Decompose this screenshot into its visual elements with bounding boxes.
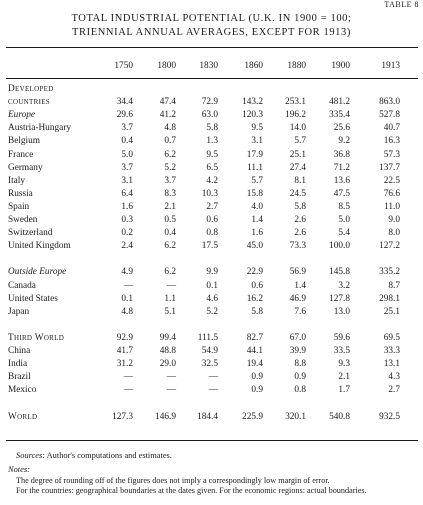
table-cell: 76.6 <box>383 188 400 199</box>
table-cell: 99.4 <box>159 332 176 343</box>
table-cell: 0.4 <box>121 136 133 147</box>
table-cell: 69.5 <box>383 332 400 343</box>
row-label: India <box>8 359 28 370</box>
row-label: Canada <box>8 280 36 291</box>
table-row <box>0 306 423 318</box>
row-label: United Kingdom <box>8 241 71 252</box>
table-cell: 45.0 <box>246 241 263 252</box>
sources-text: Author's computations and estimates. <box>45 451 172 460</box>
table-row <box>0 162 423 174</box>
table-cell: 1.1 <box>164 293 176 304</box>
table-cell: 39.9 <box>289 346 306 356</box>
table-cell: 5.2 <box>206 306 218 317</box>
table-row <box>0 332 423 344</box>
table-cell: — <box>208 385 218 396</box>
table-cell: 3.1 <box>251 136 263 147</box>
table-cell: 46.9 <box>289 293 306 304</box>
table-cell: 5.4 <box>338 228 350 239</box>
table-cell: 0.6 <box>206 215 218 225</box>
row-label: Japan <box>8 306 30 317</box>
table-cell: 320.1 <box>285 411 306 422</box>
table-cell: 0.4 <box>164 228 176 239</box>
table-cell: 4.8 <box>164 123 176 134</box>
table-cell: 9.5 <box>251 123 263 134</box>
table-cell: 3.1 <box>121 175 133 186</box>
table-cell: 127.2 <box>379 241 400 252</box>
table-cell: 33.5 <box>333 346 350 356</box>
table-cell: 27.4 <box>289 162 306 173</box>
table-cell: 6.2 <box>164 149 176 160</box>
table-cell: 8.1 <box>294 175 306 186</box>
table-cell: 16.3 <box>383 136 400 147</box>
table-cell: 8.7 <box>388 280 400 291</box>
table-row <box>0 358 423 370</box>
table-cell: 0.8 <box>206 228 218 239</box>
table-cell: 143.2 <box>242 97 263 108</box>
table-cell: 92.9 <box>116 332 133 343</box>
row-label: France <box>8 149 34 160</box>
table-row <box>0 397 423 409</box>
table-row <box>0 83 423 95</box>
table-row <box>0 280 423 292</box>
table-cell: 5.7 <box>294 136 306 147</box>
table-cell: 3.2 <box>338 280 350 291</box>
table-cell: 19.4 <box>246 359 263 370</box>
row-label: Brazil <box>8 372 31 383</box>
table-row <box>0 293 423 305</box>
table-cell: 5.0 <box>121 149 133 160</box>
table-cell: 5.2 <box>164 162 176 173</box>
table-cell: 127.8 <box>329 293 350 304</box>
table-cell: 120.3 <box>242 110 263 121</box>
table-cell: 29.6 <box>116 110 133 121</box>
table-cell: 8.8 <box>294 359 306 370</box>
table-cell: 0.9 <box>294 372 306 383</box>
table-cell: 0.9 <box>251 372 263 383</box>
column-header-1900: 1900 <box>331 61 350 71</box>
table-cell: 0.1 <box>206 280 218 291</box>
note-boundaries: For the countries: geographical boundaries at the dates given. For the economic regions: actual boundaries. <box>16 486 367 495</box>
table-cell: 3.7 <box>121 162 133 173</box>
table-row <box>0 384 423 396</box>
table-cell: 145.8 <box>329 267 350 278</box>
table-row <box>0 175 423 187</box>
table-cell: 2.4 <box>121 241 133 252</box>
sources-line <box>16 451 172 460</box>
row-label: World <box>8 411 38 422</box>
table-row <box>0 319 423 331</box>
table-cell: 1.6 <box>121 201 133 212</box>
table-cell: 0.9 <box>251 385 263 396</box>
table-cell: 5.8 <box>294 201 306 212</box>
table-cell: 146.9 <box>155 411 176 422</box>
column-header-1913: 1913 <box>381 61 400 71</box>
table-cell: 4.9 <box>121 267 133 278</box>
table-cell: 335.2 <box>379 267 400 278</box>
table-title-line1: TOTAL INDUSTRIAL POTENTIAL (U.K. IN 1900 = 100; <box>71 13 352 24</box>
table-number: TABLE 8 <box>384 0 419 9</box>
table-cell: 3.7 <box>164 175 176 186</box>
table-row <box>0 96 423 108</box>
top-rule <box>6 47 418 48</box>
table-cell: 47.4 <box>159 97 176 108</box>
table-cell: — <box>123 385 133 396</box>
table-cell: 9.5 <box>206 149 218 160</box>
table-cell: 2.1 <box>164 201 176 212</box>
table-cell: 6.4 <box>121 188 133 199</box>
table-row <box>0 345 423 357</box>
table-cell: 54.9 <box>201 346 218 356</box>
table-cell: 41.7 <box>116 346 133 356</box>
table-cell: 29.0 <box>159 359 176 370</box>
table-cell: 184.4 <box>197 411 218 422</box>
table-cell: 31.2 <box>116 359 133 370</box>
column-header-1880: 1880 <box>287 61 306 71</box>
table-cell: 2.1 <box>338 372 350 383</box>
table-title-line2: TRIENNIAL ANNUAL AVERAGES, EXCEPT FOR 1913) <box>72 27 351 38</box>
row-label: Spain <box>8 201 30 212</box>
row-label: countries <box>8 97 50 108</box>
table-cell: 34.4 <box>116 97 133 108</box>
table-cell: 72.9 <box>201 97 218 108</box>
table-cell: 4.3 <box>388 372 400 383</box>
table-cell: 0.5 <box>164 215 176 225</box>
table-cell: 17.5 <box>201 241 218 252</box>
table-cell: 73.3 <box>289 241 306 252</box>
table-cell: 127.3 <box>112 411 133 422</box>
table-cell: 9.3 <box>338 359 350 370</box>
table-cell: 59.6 <box>333 332 350 343</box>
table-cell: 137.7 <box>379 162 400 173</box>
table-cell: 196.2 <box>285 110 306 121</box>
table-cell: 67.0 <box>289 332 306 343</box>
row-label: Russia <box>8 188 33 199</box>
row-label: Switzerland <box>8 228 53 239</box>
table-cell: — <box>166 280 176 291</box>
column-header-1860: 1860 <box>244 61 263 71</box>
table-cell: 335.4 <box>329 110 350 121</box>
table-cell: 4.0 <box>251 201 263 212</box>
table-cell: 0.6 <box>251 280 263 291</box>
table-row <box>0 135 423 147</box>
table-cell: 56.9 <box>289 267 306 278</box>
table-row <box>0 411 423 423</box>
table-cell: 5.1 <box>164 306 176 317</box>
row-label: Sweden <box>8 215 38 225</box>
table-cell: 0.2 <box>121 228 133 239</box>
table-cell: 2.7 <box>388 385 400 396</box>
table-cell: 11.1 <box>247 162 263 173</box>
table-cell: 2.6 <box>294 215 306 225</box>
column-header-1800: 1800 <box>157 61 176 71</box>
table-cell: 2.7 <box>206 201 218 212</box>
table-cell: 82.7 <box>246 332 263 343</box>
table-row <box>0 122 423 134</box>
table-cell: 41.2 <box>159 110 176 121</box>
header-rule <box>6 78 418 79</box>
table-row <box>0 371 423 383</box>
table-cell: 47.5 <box>333 188 350 199</box>
table-cell: 0.8 <box>294 385 306 396</box>
table-cell: 111.5 <box>197 332 218 343</box>
table-cell: 25.1 <box>289 149 306 160</box>
table-row <box>0 188 423 200</box>
table-cell: — <box>166 372 176 383</box>
table-cell: 71.2 <box>333 162 350 173</box>
table-cell: 253.1 <box>285 97 306 108</box>
table-cell: — <box>123 372 133 383</box>
table-cell: 6.2 <box>164 267 176 278</box>
table-cell: 40.7 <box>383 123 400 134</box>
table-cell: 527.8 <box>379 110 400 121</box>
row-label: Outside Europe <box>8 267 67 278</box>
table-cell: 481.2 <box>329 97 350 108</box>
table-cell: 8.0 <box>388 228 400 239</box>
table-cell: 1.3 <box>206 136 218 147</box>
table-cell: 863.0 <box>379 97 400 108</box>
table-row <box>0 253 423 265</box>
table-cell: — <box>208 372 218 383</box>
table-cell: 25.6 <box>333 123 350 134</box>
table-row <box>0 201 423 213</box>
table-cell: — <box>166 385 176 396</box>
table-cell: 932.5 <box>379 411 400 422</box>
table-row <box>0 109 423 121</box>
table-cell: 33.3 <box>383 346 400 356</box>
table-cell: 13.6 <box>333 175 350 186</box>
column-header-1750: 1750 <box>114 61 133 71</box>
table-cell: 1.4 <box>251 215 263 225</box>
table-cell: 5.7 <box>251 175 263 186</box>
table-row <box>0 149 423 161</box>
table-cell: 13.1 <box>383 359 400 370</box>
row-label: Belgium <box>8 136 41 147</box>
table-cell: 540.8 <box>329 411 350 422</box>
table-cell: 2.6 <box>294 228 306 239</box>
table-cell: 8.5 <box>338 201 350 212</box>
table-cell: 5.8 <box>206 123 218 134</box>
column-header-1830: 1830 <box>199 61 218 71</box>
table-cell: 9.2 <box>338 136 350 147</box>
row-label: Third World <box>8 332 65 343</box>
table-cell: 17.9 <box>246 149 263 160</box>
table-cell: 22.5 <box>383 175 400 186</box>
table-cell: 63.0 <box>201 110 218 121</box>
table-cell: 5.8 <box>251 306 263 317</box>
table-cell: 4.8 <box>121 306 133 317</box>
row-label: Developed <box>8 84 54 94</box>
table-cell: 6.2 <box>164 241 176 252</box>
row-label: Mexico <box>8 385 37 396</box>
table-cell: 4.2 <box>206 175 218 186</box>
row-label: Italy <box>8 175 26 186</box>
table-cell: — <box>123 280 133 291</box>
note-rounding: The degree of rounding off of the figures does not imply a correspondingly low margin of error. <box>16 476 330 485</box>
table-cell: 57.3 <box>383 149 400 160</box>
table-cell: 4.6 <box>206 293 218 304</box>
table-cell: 32.5 <box>201 359 218 370</box>
table-cell: 5.0 <box>338 215 350 225</box>
table-row <box>0 266 423 278</box>
table-row <box>0 227 423 239</box>
table-cell: 15.8 <box>246 188 263 199</box>
table-cell: 44.1 <box>246 346 263 356</box>
bottom-rule <box>6 440 418 441</box>
table-cell: 9.9 <box>206 267 218 278</box>
notes-label: Notes: <box>8 465 30 474</box>
table-cell: 0.7 <box>164 136 176 147</box>
table-cell: 298.1 <box>379 293 400 304</box>
row-label: Austria-Hungary <box>8 123 71 134</box>
table-cell: 6.5 <box>206 162 218 173</box>
sources-label: Sources: <box>16 451 45 460</box>
table-cell: 9.0 <box>388 215 400 225</box>
table-cell: 16.2 <box>246 293 263 304</box>
row-label: Europe <box>8 110 36 121</box>
table-cell: 1.7 <box>338 385 350 396</box>
table-row <box>0 240 423 252</box>
table-cell: 100.0 <box>329 241 350 252</box>
table-cell: 8.3 <box>164 188 176 199</box>
table-cell: 14.0 <box>289 123 306 134</box>
table-cell: 1.4 <box>294 280 306 291</box>
table-cell: 48.8 <box>159 346 176 356</box>
table-row <box>0 214 423 226</box>
table-cell: 36.8 <box>333 149 350 160</box>
table-cell: 25.1 <box>383 306 400 317</box>
table-cell: 225.9 <box>242 411 263 422</box>
row-label: Germany <box>8 162 43 173</box>
table-cell: 0.1 <box>121 293 133 304</box>
row-label: China <box>8 346 31 356</box>
table-cell: 24.5 <box>289 188 306 199</box>
table-cell: 3.7 <box>121 123 133 134</box>
table-cell: 0.3 <box>121 215 133 225</box>
table-cell: 13.0 <box>333 306 350 317</box>
table-cell: 1.6 <box>251 228 263 239</box>
table-cell: 7.6 <box>294 306 306 317</box>
row-label: United States <box>8 293 58 304</box>
table-cell: 10.3 <box>201 188 218 199</box>
table-cell: 22.9 <box>246 267 263 278</box>
table-cell: 11.0 <box>384 201 400 212</box>
